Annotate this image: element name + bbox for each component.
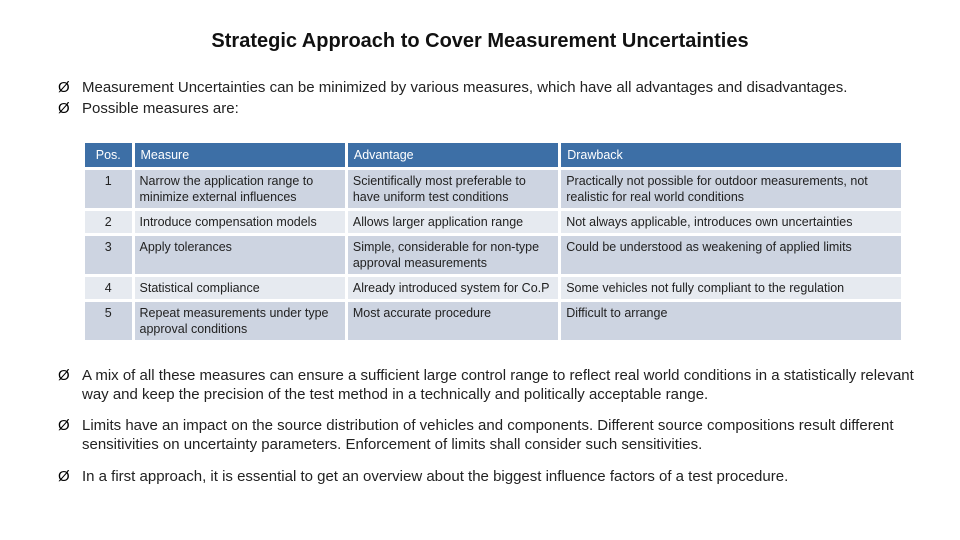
arrow-bullet-icon: Ø [58,79,70,96]
measures-table [82,140,904,343]
summary-bullet [58,416,918,454]
cell-measure: Statistical compliance [135,277,345,299]
intro-bullet [58,77,938,98]
summary-bullet-text: In a first approach, it is essential to get an overview about the biggest influence factors of a test procedure. [82,468,789,485]
arrow-bullet-icon: Ø [58,367,70,384]
summary-bullet-text: A mix of all these measures can ensure a sufficient large control range to reflect real world conditions in a statistically relevant way and keep the precision of the test method in a technically and politically acceptable range. [82,367,914,403]
table-row [85,211,901,233]
intro-bullet-text: Measurement Uncertainties can be minimized by various measures, which have all advantages and disadvantages. [82,79,848,96]
cell-pos: 1 [85,170,132,208]
page-title: Strategic Approach to Cover Measurement Uncertainties [211,30,749,52]
cell-measure: Narrow the application range to minimize external influences [135,170,345,208]
arrow-bullet-icon: Ø [58,468,70,485]
cell-drawback: Difficult to arrange [561,302,901,340]
header-pos: Pos. [85,143,132,167]
cell-measure: Repeat measurements under type approval conditions [135,302,345,340]
cell-advantage: Most accurate procedure [348,302,558,340]
cell-drawback: Could be understood as weakening of applied limits [561,236,901,274]
cell-measure: Apply tolerances [135,236,345,274]
intro-bullet [58,98,938,119]
cell-advantage: Allows larger application range [348,211,558,233]
table-header-row [85,143,901,167]
arrow-bullet-icon: Ø [58,100,70,117]
intro-bullet-text: Possible measures are: [82,100,239,117]
cell-pos: 2 [85,211,132,233]
summary-bullet-row [58,467,918,486]
summary-bullet-row [58,366,918,404]
cell-drawback: Not always applicable, introduces own uncertainties [561,211,901,233]
cell-pos: 4 [85,277,132,299]
cell-measure: Introduce compensation models [135,211,345,233]
summary-bullet [58,366,918,404]
summary-bullet-row [58,416,918,454]
table-row [85,170,901,208]
cell-pos: 3 [85,236,132,274]
header-drawback: Drawback [561,143,901,167]
cell-drawback: Practically not possible for outdoor measurements, not realistic for real world conditions [561,170,901,208]
cell-advantage: Scientifically most preferable to have uniform test conditions [348,170,558,208]
arrow-bullet-icon: Ø [58,417,70,434]
header-advantage: Advantage [348,143,558,167]
table-row [85,236,901,274]
table-row [85,277,901,299]
header-measure: Measure [135,143,345,167]
cell-advantage: Already introduced system for Co.P [348,277,558,299]
cell-pos: 5 [85,302,132,340]
cell-drawback: Some vehicles not fully compliant to the regulation [561,277,901,299]
cell-advantage: Simple, considerable for non-type approval measurements [348,236,558,274]
table-row [85,302,901,340]
summary-bullet [58,467,918,486]
intro-bullet-list [58,77,938,119]
summary-bullet-text: Limits have an impact on the source distribution of vehicles and components. Different source compositions result different sensitivities on uncertainty parameters. Enforcement of limits shall consider such sensitivities. [82,417,894,453]
